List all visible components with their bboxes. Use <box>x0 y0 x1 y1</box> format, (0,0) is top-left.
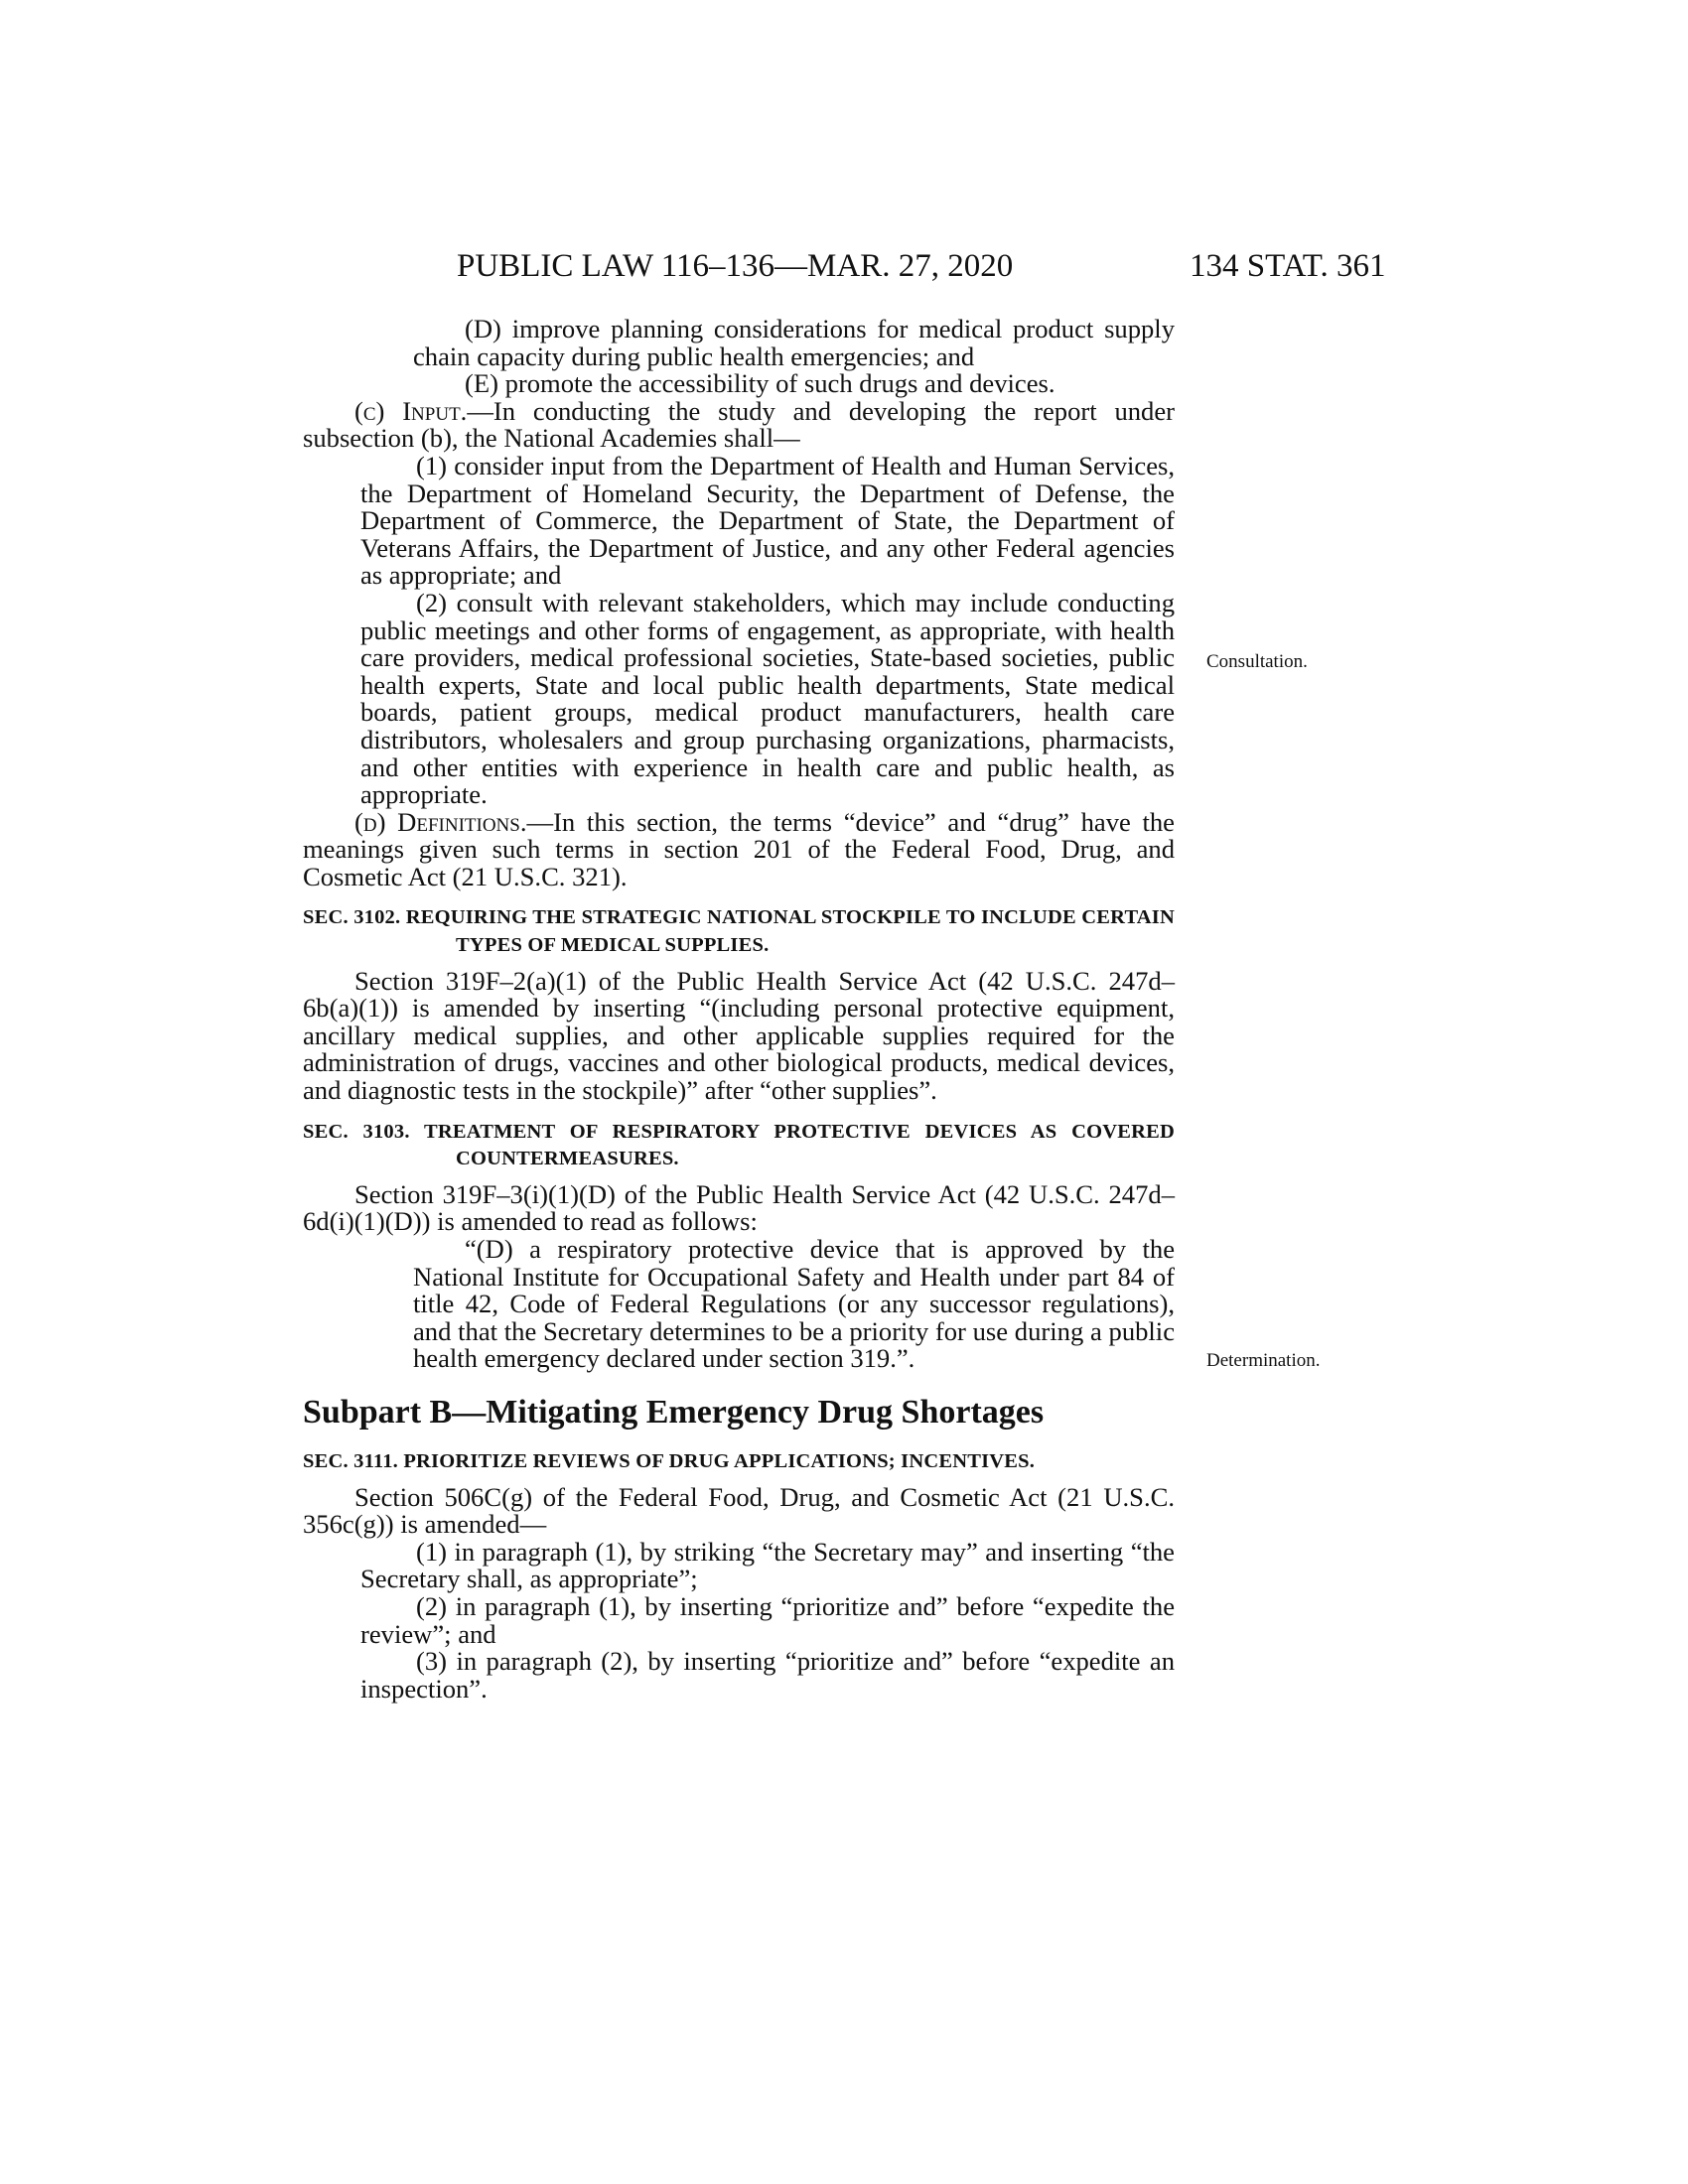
section-3103-body: Section 319F–3(i)(1)(D) of the Public Health Service Act (42 U.S.C. 247d–6d(i)(1)(D)) is amended to read as follows: <box>303 1178 1175 1237</box>
subsection-d <box>303 806 1175 891</box>
subsection-d-text: —In this section, the terms “device” and “drug” have the meanings given such terms in section 201 of the Federal Food, Drug, and Cosmetic Act (21 U.S.C. 321). <box>303 806 1175 891</box>
subsection-c-text: —In conducting the study and developing the report under subsection (b), the National Academies shall— <box>303 395 1175 454</box>
section-3102-heading: SEC. 3102. REQUIRING THE STRATEGIC NATIONAL STOCKPILE TO INCLUDE CERTAIN TYPES OF MEDICAL SUPPLIES. <box>303 906 1175 957</box>
subsection-c-label: (c) Input. <box>354 395 468 426</box>
margin-note-determination: Determination. <box>1206 1350 1321 1371</box>
body-text <box>303 316 1175 1703</box>
running-header-title: PUBLIC LAW 116–136—MAR. 27, 2020 <box>457 248 1014 284</box>
paragraph-c2: (2) consult with relevant stakeholders, which may include conducting public meetings and other forms of engagement, as appropriate, with health care providers, medical professional societies, State-based societies, public health experts, State and local public health departments, State medical boards, patient groups, medical product manufacturers, health care distributors, wholesalers and group purchasing organizations, pharmacists, and other entities with experience in health care and public health, as appropriate. <box>360 587 1175 810</box>
section-3111-item-1: (1) in paragraph (1), by striking “the Secretary may” and inserting “the Secretary shall, as appropriate”; <box>360 1536 1175 1594</box>
section-3111-item-2: (2) in paragraph (1), by inserting “prioritize and” before “expedite the review”; and <box>360 1590 1175 1649</box>
paragraph-d: (D) improve planning considerations for medical product supply chain capacity during public health emergencies; and <box>413 314 1175 371</box>
subsection-d-label: (d) Definitions. <box>354 806 527 837</box>
subsection-c <box>303 395 1175 454</box>
section-3103-quote: “(D) a respiratory protective device that is approved by the National Institute for Occupational Safety and Health under part 84 of title 42, Code of Federal Regulations (or any successor regulations), and that the Secretary determines to be a priority for use during a public health emergency declared under section 319.”. <box>413 1234 1175 1374</box>
paragraph-c1: (1) consider input from the Department of Health and Human Services, the Department of Homeland Security, the Department of Defense, the Department of Commerce, the Department of State, the Department of Veterans Affairs, the Department of Justice, and any other Federal agencies as appropriate; and <box>360 450 1175 591</box>
margin-note-consultation: Consultation. <box>1206 651 1308 672</box>
page-stat-number: 134 STAT. 361 <box>1190 248 1386 284</box>
paragraph-e: (E) promote the accessibility of such drugs and devices. <box>465 368 1055 399</box>
section-3111-item-3: (3) in paragraph (2), by inserting “prioritize and” before “expedite an inspection”. <box>360 1646 1175 1704</box>
section-3111-body: Section 506C(g) of the Federal Food, Drug, and Cosmetic Act (21 U.S.C. 356c(g)) is amended— <box>303 1481 1175 1540</box>
subpart-heading: Subpart B—Mitigating Emergency Drug Shortages <box>303 1393 1045 1431</box>
section-3102-body: Section 319F–2(a)(1) of the Public Health Service Act (42 U.S.C. 247d–6b(a)(1)) is amended by inserting “(including personal protective equipment, ancillary medical supplies, and other applicable supplies required for the administration of drugs, vaccines and other biological products, medical devices, and diagnostic tests in the stockpile)” after “other supplies”. <box>303 965 1175 1106</box>
section-3103-heading: SEC. 3103. TREATMENT OF RESPIRATORY PROTECTIVE DEVICES AS COVERED COUNTERMEASURES. <box>303 1120 1175 1170</box>
section-3111-heading: SEC. 3111. PRIORITIZE REVIEWS OF DRUG APPLICATIONS; INCENTIVES. <box>303 1449 1036 1472</box>
